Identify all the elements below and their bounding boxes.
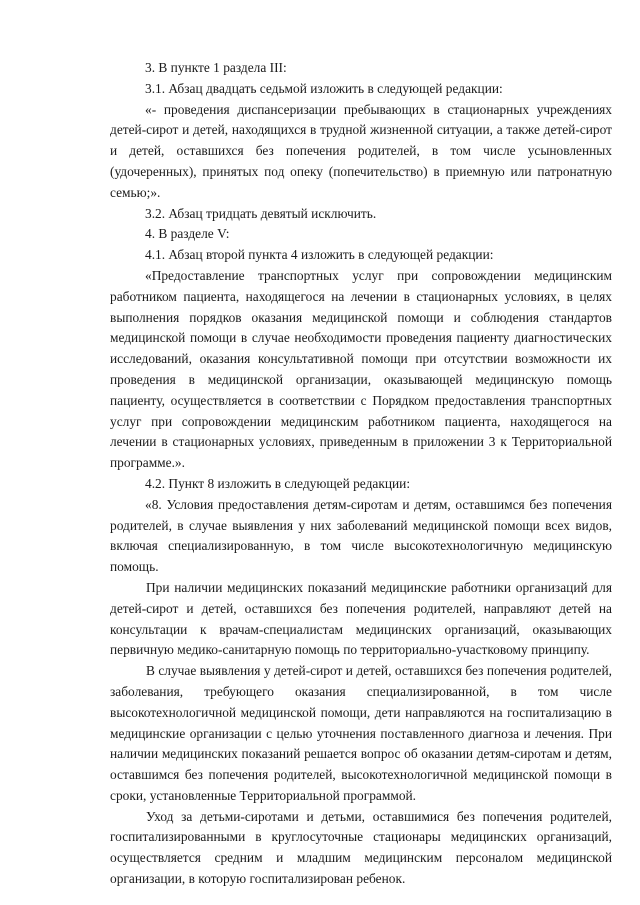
paragraph-3-1-text: «- проведения диспансеризации пребывающих в стационарных учреждениях детей-сирот и детей, находящихся в трудной жизненной ситуации, а также детей-сирот и детей, оставшихся без попечения родителей, в том числе усыновленных (удочеренных), принятых под опеку (попечительство) в приемную или патронатную семью;».: [110, 101, 612, 200]
paragraph-3-2: 3.2. Абзац тридцать девятый исключить.: [145, 205, 377, 221]
paragraph-8-care: Уход за детьми-сиротами и детьми, оставшимися без попечения родителей, госпитализированными в круглосуточные стационары медицинских организаций, осуществляется средним и младшим медицинским персоналом медицинской организации, в которую госпитализирован ребенок.: [110, 808, 612, 887]
paragraph-section-4: 4. В разделе V:: [145, 226, 230, 242]
paragraph-4-2: 4.2. Пункт 8 изложить в следующей редакции:: [145, 475, 411, 491]
paragraph-8-conditions: «8. Условия предоставления детям-сиротам и детям, оставшимся без попечения родителей, в случае выявления у них заболеваний медицинской помощи всех видов, включая специализированную, в том числе высокотехнологичную медицинскую помощь.: [110, 496, 612, 575]
paragraph-section-3: 3. В пункте 1 раздела III:: [145, 60, 287, 75]
paragraph-4-1-text: «Предоставление транспортных услуг при сопровождении медицинским работником пациента, находящегося на лечении в стационарных условиях, в целях выполнения порядков оказания медицинской помощи и соблюдения стандартов медицинской помощи в случае необходимости проведения пациенту диагностических исследований, оказания консультативной помощи при отсутствии возможности их проведения в медицинской организации, оказывающей медицинскую помощь пациенту, осуществляется в соответствии с Порядком предоставления транспортных услуг при сопровождении медицинским работником пациента, находящегося на лечении в стационарных условиях, приведенным в приложении 3 к Территориальной программе.».: [110, 267, 612, 471]
paragraph-8-hospitalization: В случае выявления у детей-сирот и детей, оставшихся без попечения родителей, заболевания, требующего оказания специализированной, в том числе высокотехнологичной медицинской помощи, дети направляются на госпитализацию в медицинские организации с целью уточнения поставленного диагноза и лечения. При наличии медицинских показаний решается вопрос об оказании детям-сиротам и детям, оставшимся без попечения родителей, высокотехнологичной медицинской помощи в сроки, установленные Территориальной программой.: [110, 663, 612, 803]
paragraph-8-consultations: При наличии медицинских показаний медицинские работники организаций для детей-сирот и детей, оставшихся без попечения родителей, направляют детей на консультации к врачам-специалистам медицинских организаций, оказывающих первичную медико-санитарную помощь по территориально-участковому принципу.: [110, 579, 612, 658]
paragraph-4-1: 4.1. Абзац второй пункта 4 изложить в следующей редакции:: [145, 247, 494, 263]
paragraph-3-1: 3.1. Абзац двадцать седьмой изложить в следующей редакции:: [145, 80, 503, 96]
